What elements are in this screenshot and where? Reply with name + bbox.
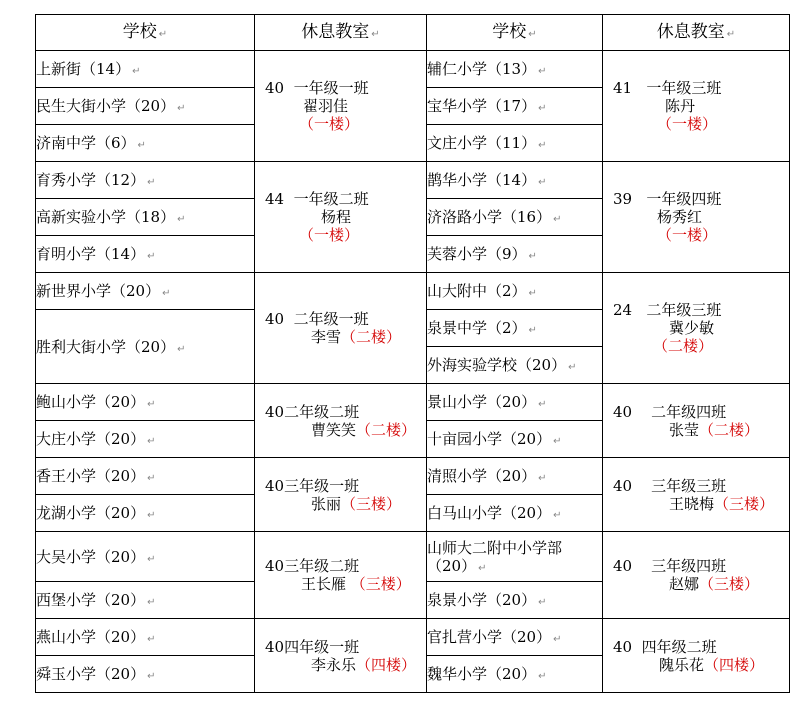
room-cell: 40 二年级一班 李雪（二楼）: [255, 273, 427, 384]
teacher-name: 隗乐花: [659, 655, 705, 674]
school-cell: 济洛路小学（16） ↵: [427, 199, 603, 236]
school-cell: 燕山小学（20） ↵: [36, 619, 255, 656]
room-cell: 40 三年级四班 赵娜（三楼）: [603, 532, 790, 619]
school-cell: 上新街（14） ↵: [36, 51, 255, 88]
school-cell: 魏华小学（20） ↵: [427, 656, 603, 693]
school-cell: 西堡小学（20） ↵: [36, 582, 255, 619]
school-cell: 新世界小学（20） ↵: [36, 273, 255, 310]
school-cell: 鲍山小学（20） ↵: [36, 384, 255, 421]
school-cell: 山师大二附中小学部（20） ↵: [427, 532, 603, 582]
room-cell: 41 一年级三班 陈丹 （一楼）: [603, 51, 790, 162]
header-school-left: 学校 ↵: [36, 15, 255, 51]
school-cell: 香王小学（20） ↵: [36, 458, 255, 495]
floor-label: （三楼）: [699, 575, 760, 593]
room-cell: 40四年级一班 李永乐（四楼）: [255, 619, 427, 693]
room-cell: 40 四年级二班 隗乐花（四楼）: [603, 619, 790, 693]
teacher-name: 陈丹: [665, 97, 696, 115]
school-cell: 大吴小学（20） ↵: [36, 532, 255, 582]
header-school-right: 学校 ↵: [427, 15, 603, 51]
school-cell: 泉景中学（2） ↵: [427, 310, 603, 347]
school-cell: 鹊华小学（14） ↵: [427, 162, 603, 199]
room-cell: 40 一年级一班 翟羽佳 （一楼）: [255, 51, 427, 162]
floor-label: （四楼）: [704, 655, 765, 674]
school-cell: 泉景小学（20） ↵: [427, 582, 603, 619]
room-cell: 40二年级二班 曹笑笑（二楼）: [255, 384, 427, 458]
teacher-name: 翟羽佳: [303, 97, 349, 115]
school-cell: 舜玉小学（20） ↵: [36, 656, 255, 693]
school-cell: 育秀小学（12） ↵: [36, 162, 255, 199]
floor-label: （三楼）: [350, 575, 411, 593]
header-room-left: 休息教室 ↵: [255, 15, 427, 51]
header-room-right: 休息教室 ↵: [603, 15, 790, 51]
room-cell: 44 一年级二班 杨程 （一楼）: [255, 162, 427, 273]
room-cell: 40 二年级四班 张莹（二楼）: [603, 384, 790, 458]
school-cell: 龙湖小学（20） ↵: [36, 495, 255, 532]
floor-label: （二楼）: [699, 420, 760, 439]
room-cell: 24 二年级三班 冀少敏 （二楼）: [603, 273, 790, 384]
school-cell: 育明小学（14） ↵: [36, 236, 255, 273]
teacher-name: 冀少敏: [669, 319, 715, 337]
teacher-name: 王晓梅: [669, 494, 715, 513]
header-row: [36, 15, 790, 51]
floor-label: （三楼）: [341, 494, 402, 513]
school-cell: 芙蓉小学（9） ↵: [427, 236, 603, 273]
room-cell: 39 一年级四班 杨秀红 （一楼）: [603, 162, 790, 273]
school-cell: 济南中学（6） ↵: [36, 125, 255, 162]
school-cell: 外海实验学校（20） ↵: [427, 347, 603, 384]
room-cell: 40 三年级三班 王晓梅（三楼）: [603, 458, 790, 532]
school-cell: 胜利大街小学（20） ↵: [36, 310, 255, 384]
school-cell: 清照小学（20） ↵: [427, 458, 603, 495]
rest-classroom-table: [35, 14, 790, 693]
school-cell: 文庄小学（11） ↵: [427, 125, 603, 162]
school-cell: 十亩园小学（20） ↵: [427, 421, 603, 458]
floor-label: （一楼）: [299, 226, 360, 244]
teacher-name: 曹笑笑: [311, 420, 357, 439]
school-cell: 宝华小学（17） ↵: [427, 88, 603, 125]
teacher-name: 张莹: [669, 420, 700, 439]
school-cell: 辅仁小学（13） ↵: [427, 51, 603, 88]
teacher-name: 李雪: [311, 328, 342, 346]
teacher-name: 王长雁: [301, 575, 347, 593]
school-cell: 景山小学（20） ↵: [427, 384, 603, 421]
teacher-name: 赵娜: [669, 575, 700, 593]
teacher-name: 杨程: [321, 208, 352, 226]
floor-label: （二楼）: [653, 337, 714, 355]
floor-label: （二楼）: [356, 420, 417, 439]
floor-label: （四楼）: [356, 655, 417, 674]
teacher-name: 张丽: [311, 494, 342, 513]
floor-label: （三楼）: [714, 494, 775, 513]
school-cell: 白马山小学（20） ↵: [427, 495, 603, 532]
teacher-name: 李永乐: [311, 655, 357, 674]
room-cell: 40三年级二班 王长雁 （三楼）: [255, 532, 427, 619]
floor-label: （一楼）: [657, 226, 718, 244]
room-cell: 40三年级一班 张丽（三楼）: [255, 458, 427, 532]
school-cell: 民生大街小学（20） ↵: [36, 88, 255, 125]
school-cell: 官扎营小学（20） ↵: [427, 619, 603, 656]
teacher-name: 杨秀红: [657, 208, 703, 226]
floor-label: （二楼）: [341, 328, 402, 346]
floor-label: （一楼）: [657, 115, 718, 133]
school-cell: 山大附中（2） ↵: [427, 273, 603, 310]
school-cell: 高新实验小学（18） ↵: [36, 199, 255, 236]
school-cell: 大庄小学（20） ↵: [36, 421, 255, 458]
floor-label: （一楼）: [299, 115, 360, 133]
